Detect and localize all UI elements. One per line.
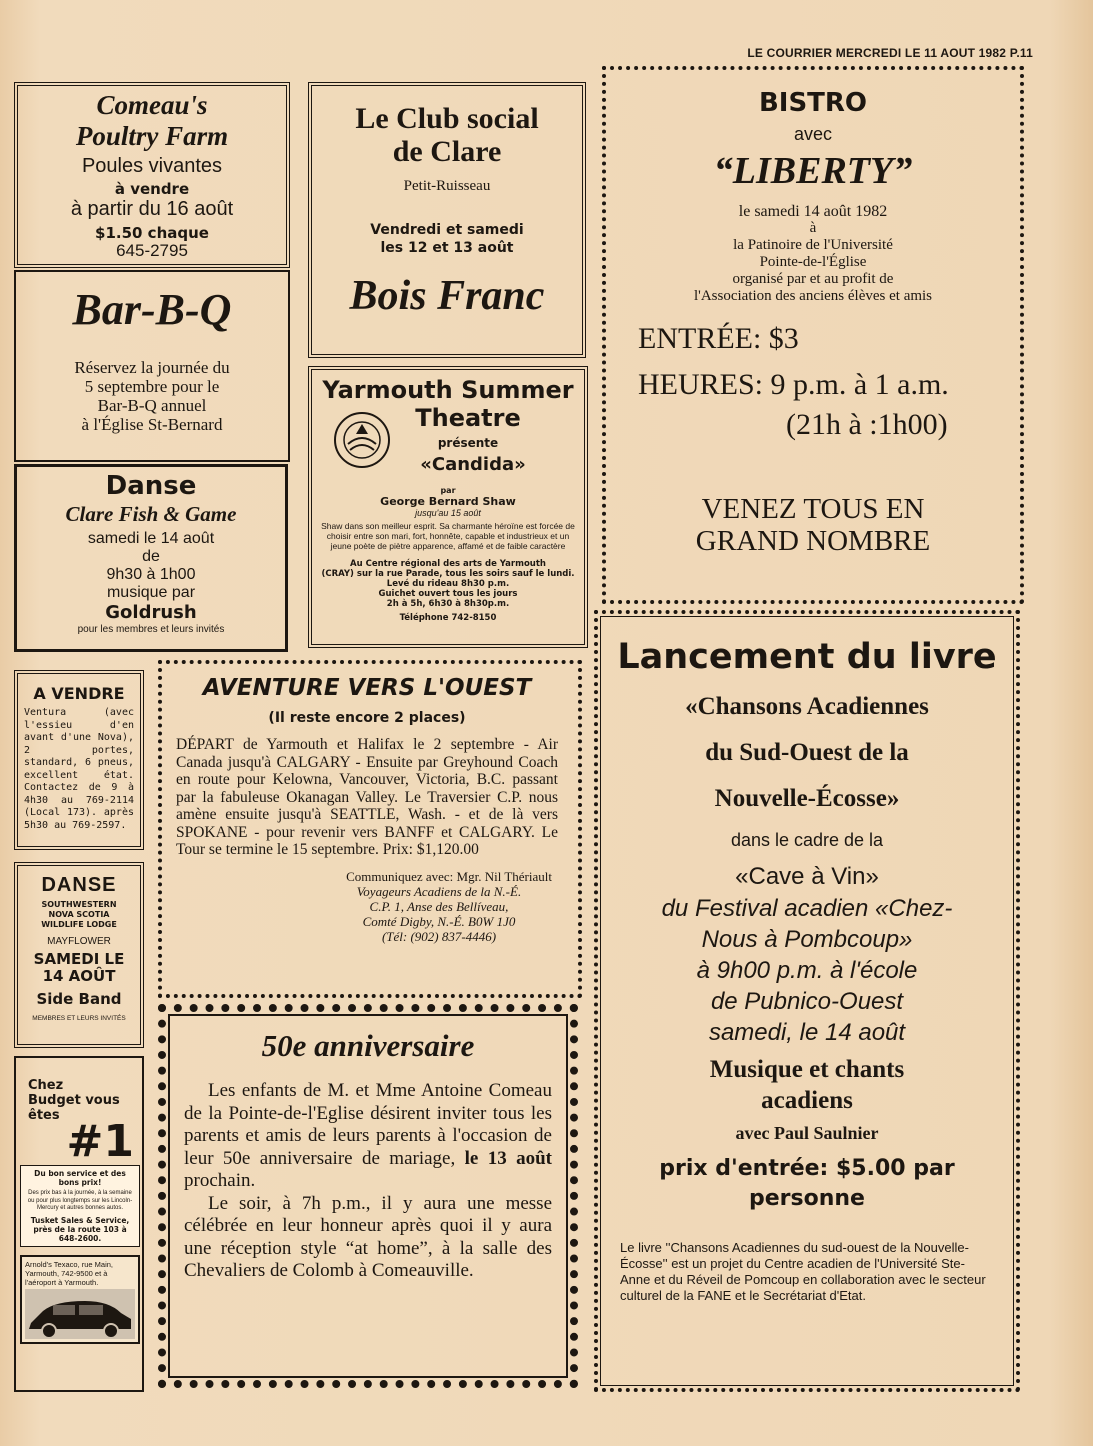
ad-a-vendre (14, 670, 144, 850)
ad-contact-line: (Tél: (902) 837-4446) (381, 928, 497, 944)
ad-place: Petit-Ruisseau (403, 178, 491, 194)
ad-description: Shaw dans son meilleur esprit. Sa charmante héroïne est forcée de choisir entre son mari, fort, honnête, capable et industrieux et un jeune poète de piètre apparence, affamé et de faible caractère (321, 521, 575, 551)
ad-title: BISTRO (758, 88, 868, 118)
ad-body: DÉPART de Yarmouth et Halifax le 2 septembre - Air Canada jusqu'à CALGARY - Ensuite par Greyhound Coach en route pour Kelowna, Vancouver, Victoria, B.C. passant par la fabuleuse Okanagan Valley. Le Traversier C.P. nous amène ensuite jusqu'à SEATTLE, Wash. - et de là vers SPOKANE - pour revenir vers BANFF et CALGARY. Le Tour se termine le 15 septembre. Prix: $1,120.00 (176, 736, 558, 858)
ad-title: Bar-B-Q (72, 285, 232, 334)
ad-price: personne (749, 1186, 865, 1211)
ad-yarmouth-theatre (308, 366, 588, 648)
ad-footer: MEMBRES ET LEURS INVITÉS (32, 1015, 126, 1022)
ad-text: musique par (106, 584, 196, 601)
ad-text: SOUTHWESTERN (41, 900, 117, 909)
ad-text: à vendre (114, 180, 190, 198)
ad-date: SAMEDI LE (33, 950, 125, 968)
ad-text: à 9h00 p.m. à l'école (696, 957, 918, 984)
ad-text: Chez (28, 1078, 64, 1093)
ad-text: à partir du 16 août (70, 198, 234, 220)
ad-title: Danse (105, 471, 197, 501)
ad-music: acadiens (761, 1087, 853, 1114)
ad-date: le samedi 14 août 1982 (738, 203, 888, 220)
ad-book-title: Nouvelle-Écosse» (714, 785, 900, 812)
ad-text: WILDLIFE LODGE (41, 920, 117, 929)
ad-closing: VENEZ TOUS EN (701, 493, 925, 525)
ad-bistro-liberty (602, 66, 1024, 604)
ad-price: prix d'entrée: $5.00 par (659, 1156, 955, 1181)
ad-budget (14, 1056, 144, 1392)
ad-title-line2: de Clare (392, 135, 502, 168)
ad-play: «Candida» (420, 454, 526, 475)
ad-dealer: Tusket Sales & Service, près de la route 103 à 648-2600. (30, 1215, 130, 1243)
ad-text: avec (793, 124, 833, 144)
ad-subtitle: (Il reste encore 2 places) (268, 710, 466, 726)
ad-performer: avec Paul Saulnier (735, 1123, 879, 1143)
ad-music: Musique et chants (709, 1056, 905, 1083)
ad-note: Le livre ''Chansons Acadiennes du sud-ouest de la Nouvelle-Écosse'' est un projet du Centre acadien de l'Université Ste-Anne et du Réveil de Pomcoup en collaboration avec le secteur culturel de la FANE et le Secrétariat d'Etat. (620, 1240, 986, 1303)
ad-text: l'Association des anciens élèves et amis (693, 288, 933, 304)
ad-title-line2: Poultry Farm (75, 121, 229, 151)
ad-hours: HEURES: 9 p.m. à 1 a.m. (638, 368, 949, 401)
ad-barbq (14, 270, 290, 462)
ad-danse-fish-game (14, 464, 288, 652)
ad-book-title: «Chansons Acadiennes (685, 693, 929, 720)
ad-footer: pour les membres et leurs invités (77, 624, 225, 635)
ad-band: “LIBERTY” (713, 150, 913, 192)
ad-title: AVENTURE VERS L'OUEST (202, 675, 532, 701)
ad-contact-line: C.P. 1, Anse des Bellíveau, (369, 898, 509, 914)
ad-aventure-ouest (158, 660, 582, 998)
ad-date: samedi, le 14 août (708, 1019, 906, 1046)
ad-text: dans le cadre de la (730, 830, 884, 850)
ad-phone: 645-2795 (116, 241, 188, 260)
ad-title-line1: Le Club social (355, 102, 539, 135)
ad-text: (CRAY) sur la rue Parade, tous les soirs sauf le lundi. (321, 569, 575, 579)
ad-contact-line: Voyageurs Acadiens de la N.-É. (356, 883, 522, 899)
ad-band: Bois Franc (349, 273, 545, 319)
ad-date: les 12 et 13 août (380, 240, 514, 256)
ad-title: 50e anniversaire (261, 1028, 475, 1063)
ad-title: DANSE (41, 874, 117, 896)
ad-band: Side Band (36, 990, 122, 1008)
ad-text: samedi le 14 août (87, 530, 215, 547)
ad-title: A VENDRE (33, 684, 125, 703)
ad-paragraph: Les enfants de M. et Mme Antoine Comeau de la Pointe-de-l'Eglise désirent inviter tous les parents et amis de leurs parents à l'occasion de leur 50e anniversaire de mariage, (184, 1080, 552, 1169)
ad-text: de (142, 548, 160, 565)
ad-arnold: Arnold's Texaco, rue Main, Yarmouth, 742-9500 et à l'aéroport à Yarmouth. (25, 1259, 114, 1287)
ad-text: Poules vivantes (81, 155, 223, 177)
ad-text: à l'Église St-Bernard (81, 415, 223, 434)
ad-text: par (440, 486, 456, 495)
page-header: LE COURRIER MERCREDI LE 11 AOUT 1982 P.11 (747, 46, 1033, 60)
ad-cave: «Cave à Vin» (735, 863, 879, 890)
ad-club: Clare Fish & Game (65, 502, 237, 526)
ad-text: êtes (28, 1108, 60, 1123)
ad-text: Nous à Pombcoup» (701, 926, 913, 953)
ad-body: Ventura (avec l'essieu d'en avant d'une Nova), 2 portes, standard, 6 pneus, excellent état. Contactez de 9 à 4h30 au 769-2114 (Local 173). après 5h30 au 769-2597. (24, 707, 134, 831)
ad-text: présente (437, 436, 499, 450)
ad-text: Au Centre régional des arts de Yarmouth (350, 559, 546, 569)
ad-text: NOVA SCOTIA (48, 910, 110, 919)
ad-contact-line: Comté Digby, N.-É. B0W 1J0 (362, 913, 516, 929)
ad-text: Levé du rideau 8h30 p.m. (386, 579, 510, 589)
ad-closing: GRAND NOMBRE (695, 525, 931, 557)
ad-text: Guichet ouvert tous les jours (378, 589, 518, 599)
ad-tagline: Du bon service et des (34, 1169, 126, 1178)
ad-tagline: bons prix! (58, 1178, 102, 1187)
car-image (25, 1289, 135, 1339)
ad-phone: Téléphone 742-8150 (399, 613, 497, 623)
ad-author: George Bernard Shaw (380, 495, 516, 508)
ad-text: organisé par et au profit de (732, 271, 894, 287)
ad-text: 9h30 à 1h00 (106, 566, 196, 583)
ad-band: Goldrush (105, 602, 197, 623)
ad-date: le 13 août (464, 1147, 553, 1169)
ad-title-line1: Yarmouth Summer (322, 376, 574, 404)
ad-comeau-poultry (14, 82, 290, 268)
ad-number-one: #1 (66, 1116, 134, 1167)
ad-entry: ENTRÉE: $3 (638, 322, 799, 355)
ad-text: du Festival acadien «Chez- (661, 895, 953, 922)
ad-text: 2h à 5h, 6h30 à 8h30p.m. (386, 599, 510, 609)
ad-contact: Communiquez avec: Mgr. Nil Thériault (346, 868, 552, 884)
ad-club-social (308, 82, 586, 358)
ad-text: de Pubnico-Ouest (710, 988, 904, 1015)
ad-date: Vendredi et samedi (370, 222, 524, 238)
ad-text: jusqu'au 15 août (415, 508, 481, 518)
ad-text: Réservez la journée du (74, 358, 230, 377)
ad-title-line1: Comeau's (96, 90, 208, 120)
ad-title-line2: Theatre (415, 404, 521, 432)
ad-50e-anniversaire (158, 1004, 578, 1388)
ad-book-title: du Sud-Ouest de la (705, 739, 909, 766)
ad-paragraph: Le soir, à 7h p.m., il y aura une messe célébrée en leur honneur après quoi il y aura une réception style “at home”, à la salle des Chevaliers de Colomb à Comeauville. (184, 1192, 552, 1281)
ad-place: MAYFLOWER (47, 936, 111, 947)
ad-price: $1.50 chaque (95, 224, 209, 242)
ad-text: la Patinoire de l'Université (733, 237, 893, 253)
ad-hours-24h: (21h à :1h00) (786, 408, 948, 441)
ad-text: Budget vous (28, 1093, 120, 1108)
ad-text: Bar-B-Q annuel (97, 396, 207, 415)
ad-danse-wildlife (14, 862, 144, 1048)
ad-lancement-livre (594, 610, 1020, 1392)
ad-text: 5 septembre pour le (84, 377, 220, 396)
ad-fine-print: Des prix bas à la journée, à la semaine ou pour plus longtemps sur les Lincoln-Mercury et autres bonnes autos. (27, 1190, 133, 1211)
ad-title: Lancement du livre (617, 637, 997, 677)
ad-date: 14 AOÛT (42, 967, 116, 985)
ad-text: à (809, 220, 817, 236)
ad-text: prochain. (184, 1170, 256, 1191)
ad-text: Pointe-de-l'Église (759, 254, 867, 270)
